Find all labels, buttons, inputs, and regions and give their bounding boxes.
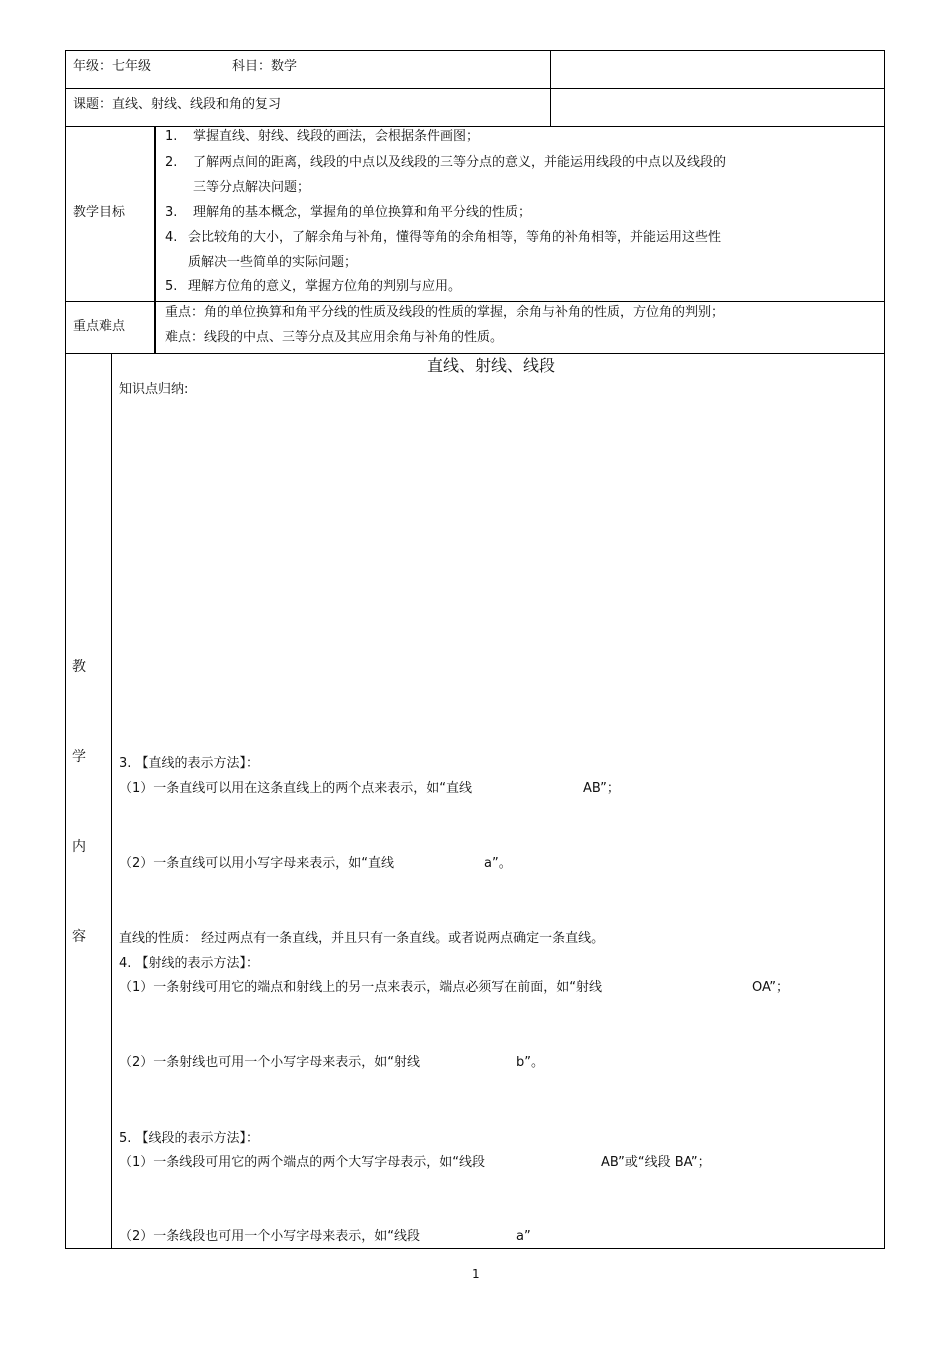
line-repr-1-tail: AB”； [583, 781, 620, 796]
objective-num: 3. [165, 205, 178, 220]
grade-label: 年级：七年级 [73, 59, 152, 74]
objective-text: 质解决一些简单的实际问题； [188, 255, 358, 270]
objective-num: 2. [165, 155, 178, 170]
row-divider [65, 88, 885, 89]
seg-repr-1-tail: AB”或“线段 BA”； [601, 1155, 711, 1170]
table-right-border [884, 50, 885, 1248]
key-points-label: 重点难点 [73, 319, 126, 334]
header-col-divider [550, 50, 551, 126]
ray-repr-1-tail: OA”； [752, 980, 790, 995]
difficult-point-text: 难点：线段的中点、三等分点及其应用余角与补角的性质。 [165, 330, 504, 345]
table-top-border [65, 50, 885, 51]
line-repr-title: 3. 【直线的表示方法】： [119, 756, 260, 771]
line-repr-1: （1）一条直线可以用在这条直线上的两个点来表示，如“直线 [119, 781, 473, 796]
seg-repr-2: （2）一条线段也可用一个小写字母来表示，如“线段 [119, 1229, 421, 1244]
content-label-char: 内 [72, 839, 86, 855]
content-label-char: 学 [72, 749, 86, 765]
objective-text: 了解两点间的距离，线段的中点以及线段的三等分点的意义，并能运用线段的中点以及线段的 [193, 155, 727, 170]
row-divider [65, 353, 885, 354]
ray-repr-2-tail: b”。 [516, 1055, 544, 1070]
objective-text: 三等分点解决问题； [193, 180, 311, 195]
line-property: 直线的性质： 经过两点有一条直线，并且只有一条直线。或者说两点确定一条直线。 [119, 931, 605, 946]
ray-repr-1: （1）一条射线可用它的端点和射线上的另一点来表示，端点必须写在前面，如“射线 [119, 980, 603, 995]
content-label-char: 容 [72, 929, 86, 945]
summary-label: 知识点归纳: [119, 382, 189, 397]
content-col-divider [111, 353, 112, 1248]
row-divider [65, 301, 885, 302]
subject-label: 科目：数学 [232, 59, 298, 74]
objective-text: 理解方位角的意义，掌握方位角的判别与应用。 [188, 279, 462, 294]
objective-num: 4. [165, 230, 178, 245]
seg-repr-2-tail: a” [516, 1229, 531, 1244]
objective-text: 理解角的基本概念，掌握角的单位换算和角平分线的性质； [193, 205, 532, 220]
label-col-divider [154, 126, 156, 353]
objective-num: 5. [165, 279, 178, 294]
row-divider [65, 126, 885, 127]
section-title: 直线、射线、线段 [426, 356, 555, 375]
objective-num: 1. [165, 129, 178, 144]
topic-label: 课题：直线、射线、线段和角的复习 [73, 97, 282, 112]
table-bottom-border [65, 1248, 885, 1249]
seg-repr-1: （1）一条线段可用它的两个端点的两个大写字母表示，如“线段 [119, 1155, 486, 1170]
page-number: 1 [472, 1267, 480, 1281]
objectives-label: 教学目标 [73, 205, 126, 220]
seg-repr-title: 5. 【线段的表示方法】： [119, 1131, 260, 1146]
ray-repr-title: 4. 【射线的表示方法】： [119, 956, 260, 971]
table-left-border [65, 50, 66, 1248]
objective-text: 掌握直线、射线、线段的画法，会根据条件画图； [193, 129, 480, 144]
objective-text: 会比较角的大小，了解余角与补角，懂得等角的余角相等，等角的补角相等，并能运用这些性 [188, 230, 722, 245]
line-repr-2: （2）一条直线可以用小写字母来表示，如“直线 [119, 856, 395, 871]
content-label-char: 教 [72, 659, 86, 675]
key-point-text: 重点：角的单位换算和角平分线的性质及线段的性质的掌握，余角与补角的性质，方位角的判别； [165, 305, 725, 320]
ray-repr-2: （2）一条射线也可用一个小写字母来表示，如“射线 [119, 1055, 421, 1070]
line-repr-2-tail: a”。 [484, 856, 512, 871]
